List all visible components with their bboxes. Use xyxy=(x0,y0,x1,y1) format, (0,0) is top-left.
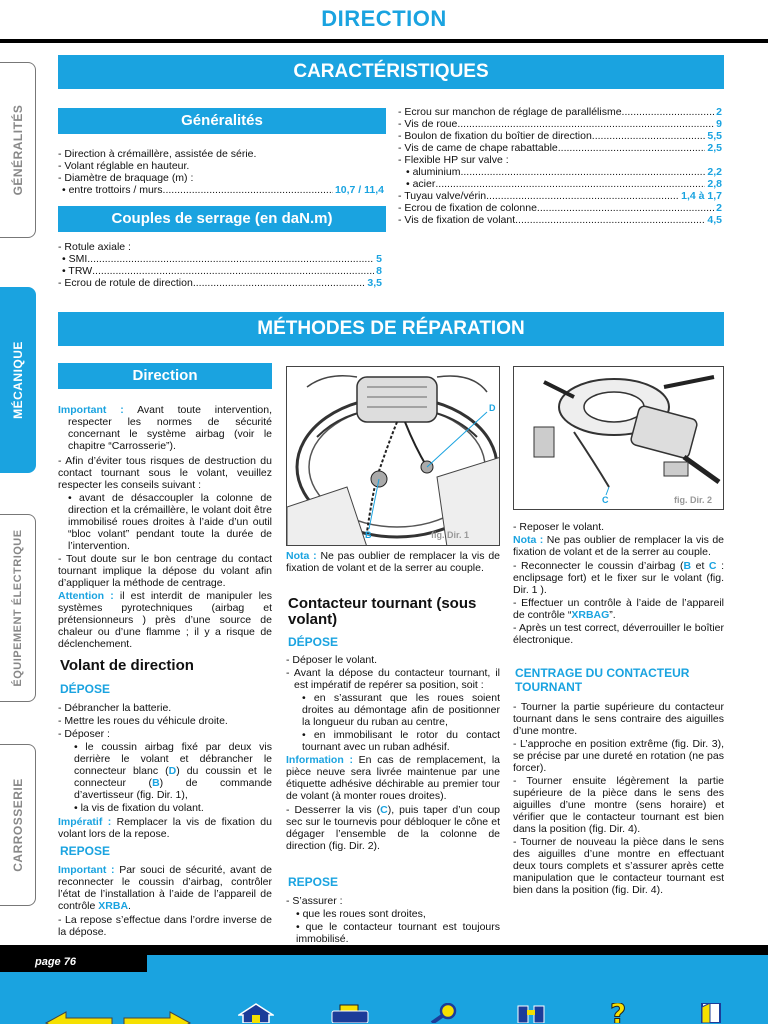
exit-button[interactable] xyxy=(700,1003,724,1024)
contacteur-depose-title: DÉPOSE xyxy=(288,635,339,649)
col2-nota: Nota : Ne pas oublier de remplacer la vis de fixation de volant et de la serrer au couple. xyxy=(286,550,501,574)
spec-entry: - Ecrou sur manchon de réglage de parallélisme ..... 2 xyxy=(398,106,722,118)
generalites-line: - Diamètre de braquage (m) : xyxy=(58,172,194,184)
spec-entry: - Boulon de fixation du boîtier de direction ..... 5,5 xyxy=(398,130,722,142)
couple-entry: • SMI ..... 5 xyxy=(58,253,382,265)
tab-equipement-electrique[interactable] xyxy=(0,514,36,702)
spec-entry: - Vis de roue ..... 9 xyxy=(398,118,722,130)
page-number: page 76 xyxy=(0,952,147,972)
couple-entry: - Ecrou de rotule de direction ..... 3,5 xyxy=(58,277,382,289)
tab-label: GÉNÉRALITÉS xyxy=(10,104,25,196)
spec-entry: - Vis de came de chape rabattable ..... 2,5 xyxy=(398,142,722,154)
volant-depose-text: - Débrancher la batterie. - Mettre les roues du véhicule droite. - Déposer : • le coussin airbag fixé par deux vis derrière le volant et débrancher le connecteur blanc (D) du coussin et le connecteur (B) de commande d’avertisseur (fig. Dir. 1), • la vis de fixation du volant. Impératif : Remplacer la vis de fixation du volant lors de la repose. xyxy=(58,702,272,840)
fig1-label-d: D xyxy=(489,403,496,413)
next-arrow-icon xyxy=(122,1010,192,1024)
direction-header: Direction xyxy=(58,363,272,389)
generalites-header: Généralités xyxy=(58,108,386,134)
generalites-line: - Volant réglable en hauteur. xyxy=(58,160,190,172)
fig1-label-b: B xyxy=(365,530,372,540)
tab-label: MÉCANIQUE xyxy=(10,341,25,419)
generalites-list xyxy=(58,148,384,196)
col1-text: Important : Avant toute intervention, respecter les normes de sécurité concernant le système airbag (voir le chapitre “Carrosserie”). - Afin d’éviter tous risques de destruction du contact tournant sous le volant, veuillez respecter les conseils suivant : • avant de désaccoupler la colonne de direction et la crémaillère, le volant doit être immobilisé roues droites à l’aide d’un outil “bloc volant” pendant toute la durée de l’intervention. - Tout doute sur le bon centrage du contact tournant implique la dépose du volant afin d’appliquer la méthode de centrage. Attention : il est interdit de manipuler les systèmes pyrotechniques (airbag et prétensionneurs ) près d’une source de chaleur ou d’une flamme ; il y a risque de déclenchement. xyxy=(58,404,272,650)
spec-entry: - Tuyau valve/vérin ..... 1,4 à 1,7 xyxy=(398,190,722,202)
volant-repose-text: Important : Par souci de sécurité, avant de reconnecter le coussin d’airbag, contrôler l’état de l’installation à l’aide de l’appareil de contrôle XRBA. - La repose s’effectue dans l’ordre inverse de la dépose. xyxy=(58,864,273,938)
home-icon xyxy=(238,1003,274,1023)
couple-entry: • TRW ..... 8 xyxy=(58,265,382,277)
prev-arrow-icon xyxy=(44,1010,114,1024)
fig2-label-c: C xyxy=(602,495,609,505)
caracteristiques-header: CARACTÉRISTIQUES xyxy=(58,55,724,89)
print-icon xyxy=(330,1003,370,1023)
centrage-title: CENTRAGE DU CONTACTEUR TOURNANT xyxy=(515,666,690,694)
generalites-line: - Direction à crémaillère, assistée de série. xyxy=(58,148,257,160)
braquage-entry: • entre trottoirs / murs ..... 10,7 / 11,4 xyxy=(58,184,384,196)
contacteur-depose-text: - Déposer le volant. - Avant la dépose du contacteur tournant, il est impératif de repérer sa position, soit : • en s’assurant que les roues soient droites au démontage afin de positionner la longueur du ruban au centre, • en immobilisant le rotor du contact tournant avec un ruban adhésif. Information : En cas de remplacement, la pièce neuve sera livrée maintenue par une étiquette adhésive déchirable au premier tour de volant (à monter roues droites). - Desserrer la vis (C), puis taper d’un coup sec sur le tournevis pour débloquer le cône et dégager l’ensemble de la colonne de direction (fig. Dir. 2). xyxy=(286,654,500,852)
tab-mecanique[interactable] xyxy=(0,287,36,473)
next-button[interactable] xyxy=(122,1010,192,1024)
caracteristiques-right-list xyxy=(398,106,722,226)
fig1-caption: fig. Dir. 1 xyxy=(431,530,470,540)
print-button[interactable] xyxy=(330,1003,370,1024)
prev-button[interactable] xyxy=(44,1010,114,1024)
spec-entry: - Flexible HP sur valve : xyxy=(398,154,509,166)
binoculars-button[interactable] xyxy=(516,1003,546,1024)
header-rule xyxy=(0,39,768,43)
tab-label: CARROSSERIE xyxy=(10,778,25,872)
tab-generalites[interactable] xyxy=(0,62,36,238)
steering-wheel-illustration xyxy=(287,367,500,546)
tab-label: ÉQUIPEMENT ÉLECTRIQUE xyxy=(11,529,24,687)
figure-dir-1 xyxy=(286,366,500,546)
repose-title: REPOSE xyxy=(60,844,111,858)
methodes-header: MÉTHODES DE RÉPARATION xyxy=(58,312,724,346)
page-title: DIRECTION xyxy=(321,6,447,31)
exit-icon xyxy=(700,1003,724,1023)
contacteur-title: Contacteur tournant (sous volant) xyxy=(288,595,477,628)
spec-entry: - Vis de fixation de volant ..... 4,5 xyxy=(398,214,722,226)
contacteur-repose-text: - S’assurer : • que les roues sont droites, • que le contacteur tournant est toujours immobilisé. xyxy=(286,895,500,945)
spec-entry: - Ecrou de fixation de colonne ..... 2 xyxy=(398,202,722,214)
contacteur-repose-title: REPOSE xyxy=(288,875,339,889)
spec-entry: • aluminium ..... 2,2 xyxy=(398,166,722,178)
spec-entry: • acier ..... 2,8 xyxy=(398,178,722,190)
couples-header: Couples de serrage (en daN.m) xyxy=(58,206,386,232)
binoculars-icon xyxy=(516,1003,546,1023)
figure-dir-2 xyxy=(513,366,724,510)
svg-text:?: ? xyxy=(610,1003,627,1023)
help-icon xyxy=(602,1003,642,1023)
depose-title: DÉPOSE xyxy=(60,682,111,696)
couples-list xyxy=(58,241,382,289)
centrage-text: - Tourner la partie supérieure du contacteur tournant dans le sens contraire des aiguilles d’une montre. - L’approche en position extrême (fig. Dir. 3), se précise par une dureté en rotation (ne pas forcer). - Tourner ensuite légèrement la partie supérieure de la pièce dans le sens des aiguilles d’une montre (sens horaire) et vérifier que le contacteur tournant est bien dans la position (fig. Dir. 4). - Tourner de nouveau la pièce dans le sens des aiguilles d’une montre en effectuant deux tours complets et s’assurer après cette manipulation que le contacteur tournant est bien dans la position (fig. Dir. 4). xyxy=(513,701,724,896)
search-button[interactable] xyxy=(428,1003,464,1024)
help-button[interactable] xyxy=(602,1003,642,1024)
volant-title: Volant de direction xyxy=(60,657,194,674)
home-button[interactable] xyxy=(238,1003,274,1024)
col3-text: - Reposer le volant. Nota : Ne pas oublier de remplacer la vis de fixation de volant et de la serrer au couple. - Reconnecter le coussin d’airbag (B et C : enclipsage fort) et le fixer sur le volant (fig. Dir. 1 ). - Effectuer un contrôle à l’aide de l’appareil de contrôle “XRBAG”. - Après un test correct, déverrouiller le boîtier électronique. xyxy=(513,521,725,646)
search-icon xyxy=(428,1003,464,1023)
tab-carrosserie[interactable] xyxy=(0,744,36,906)
couples-intro: - Rotule axiale : xyxy=(58,241,131,253)
steering-column-illustration xyxy=(514,367,724,510)
fig2-caption: fig. Dir. 2 xyxy=(674,495,713,505)
